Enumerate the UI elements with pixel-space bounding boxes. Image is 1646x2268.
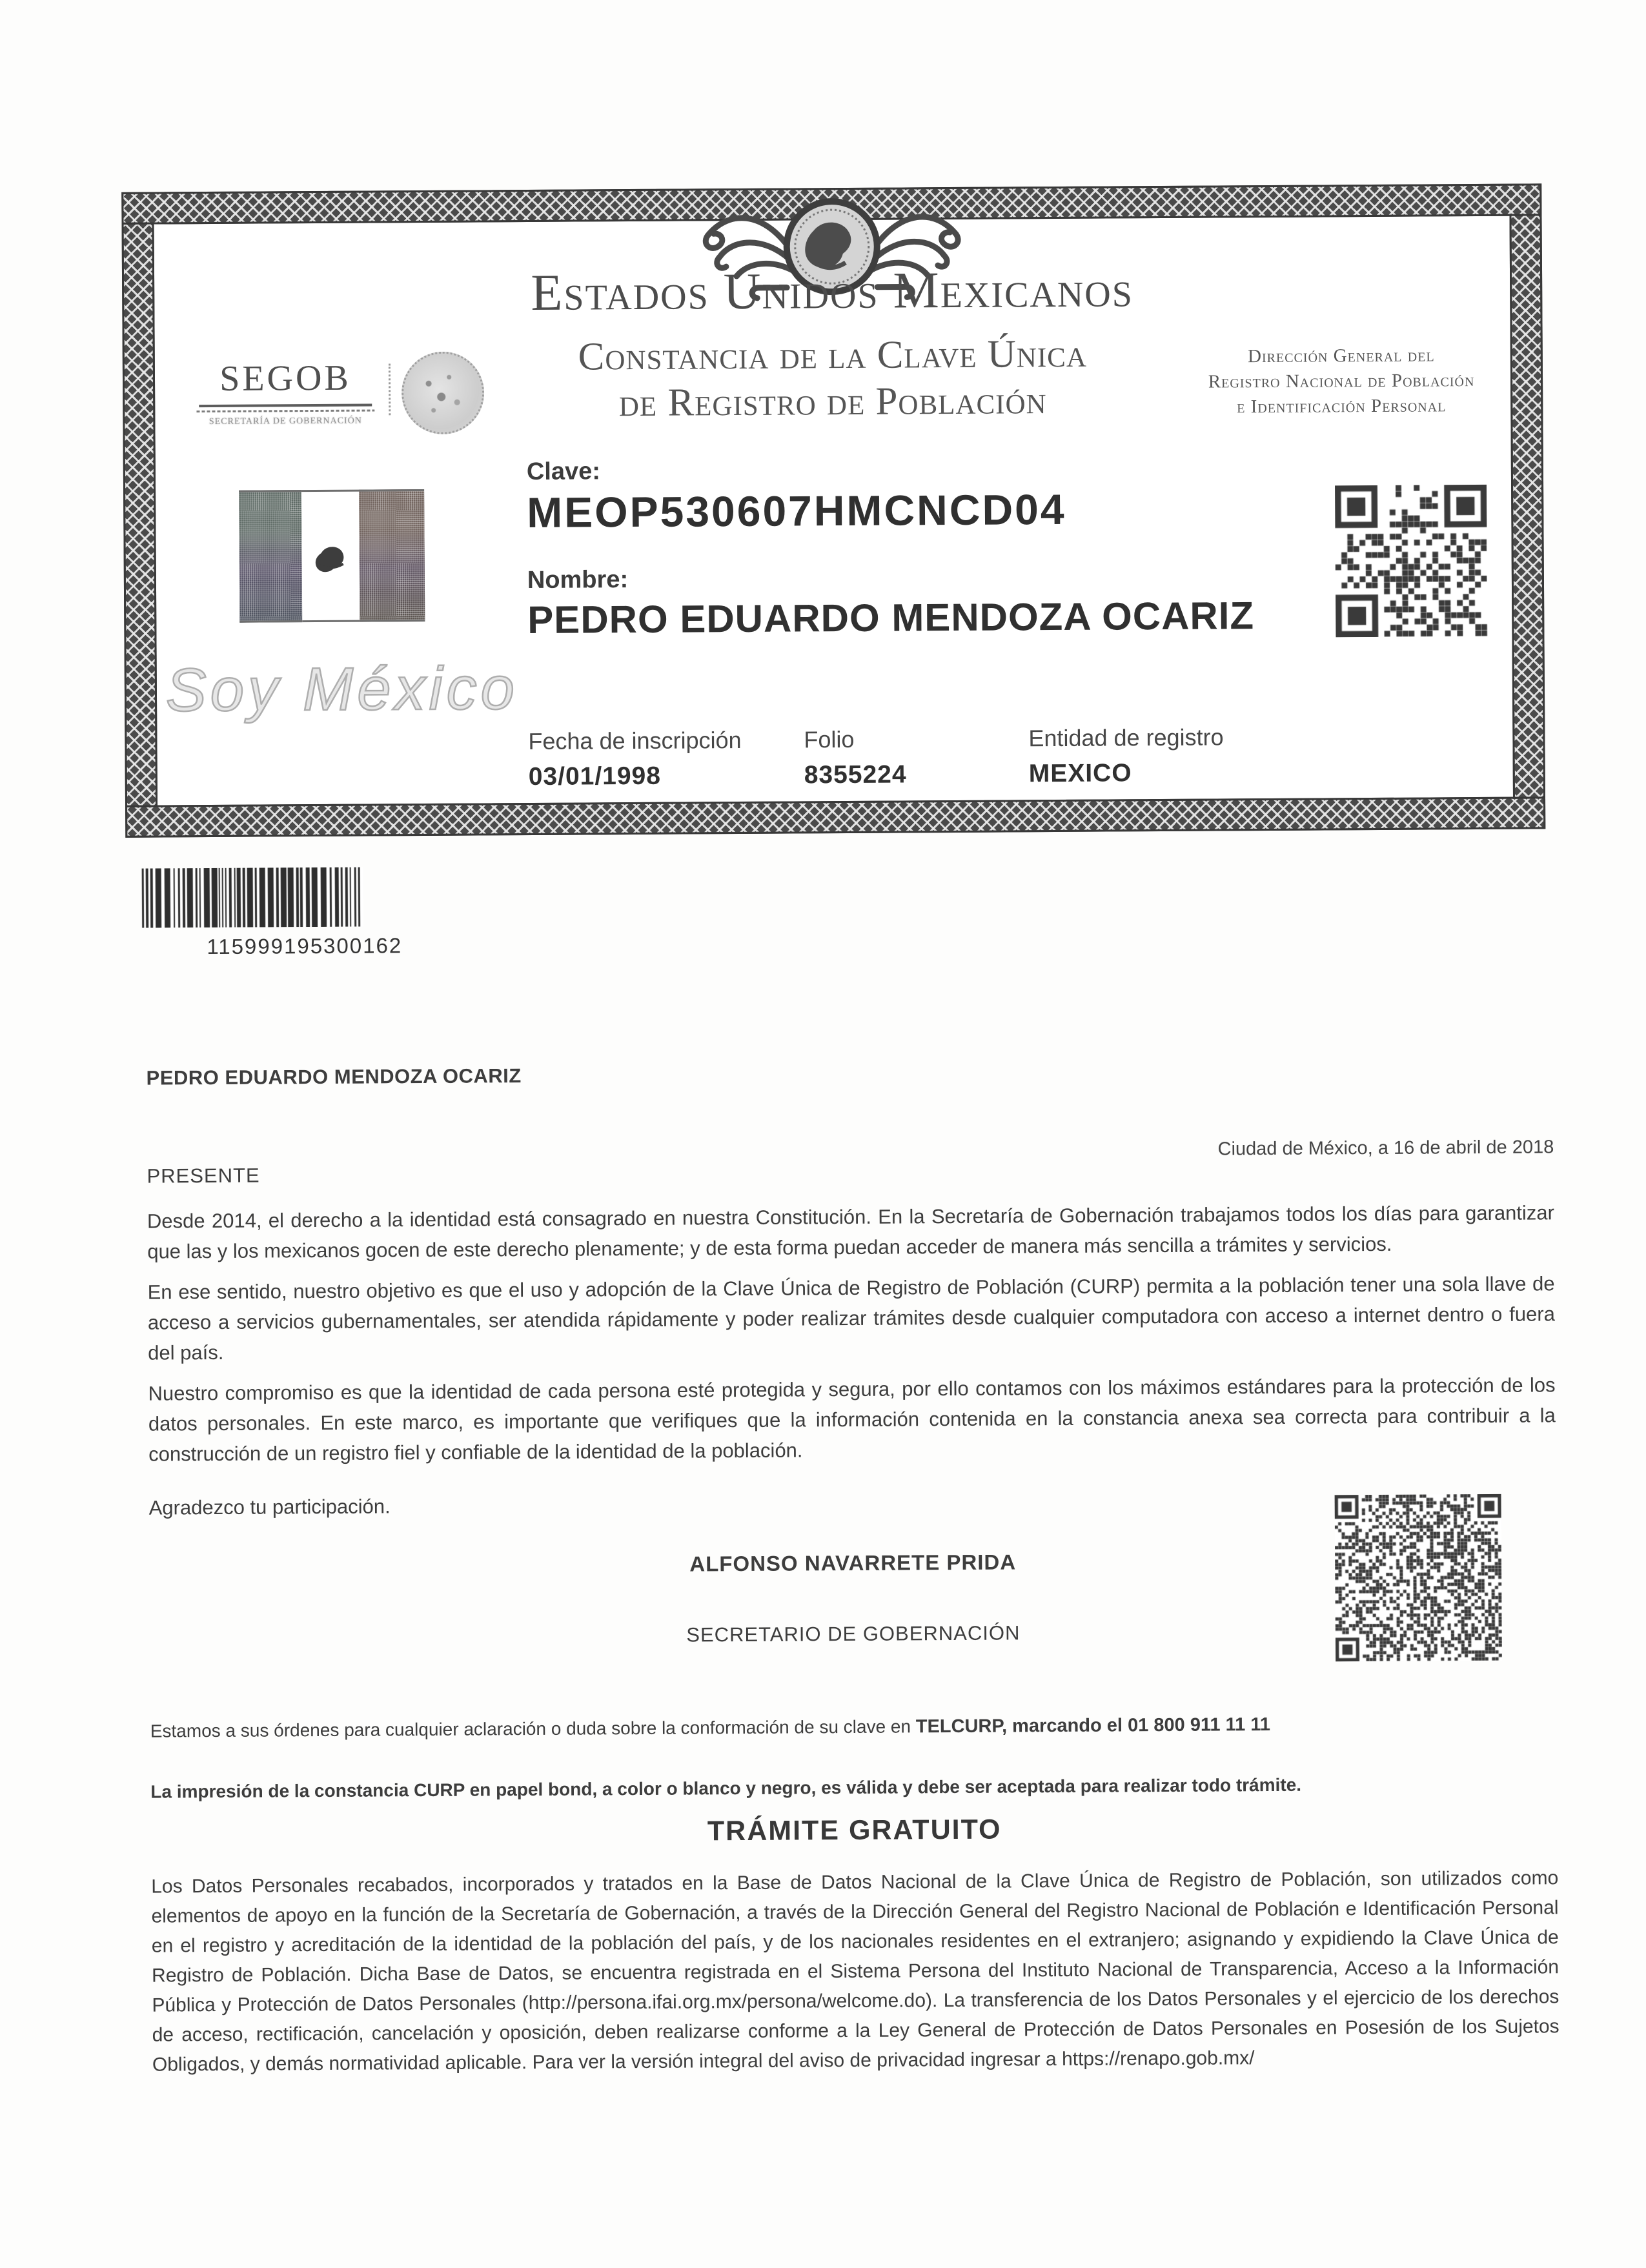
contact-text: Estamos a sus órdenes para cualquier aclaración o duda sobre la conformación de su clave en [150, 1716, 916, 1741]
entidad-value: MEXICO [1028, 759, 1132, 788]
contact-phone: TELCURP, marcando el 01 800 911 11 11 [915, 1714, 1271, 1737]
print-validity-note: La impresión de la constancia CURP en papel bond, a color o blanco y negro, es válida y debe ser aceptada para realizar todo trámite. [150, 1774, 1302, 1802]
flag-green-stripe [239, 490, 302, 623]
letter-thanks: Agradezco tu participación. [148, 1495, 391, 1519]
curp-clave-value: MEOP530607HMCNCD04 [527, 485, 1066, 537]
clave-label: Clave: [526, 458, 601, 486]
soy-mexico-watermark: Soy México [165, 654, 519, 724]
woven-border-bottom [125, 796, 1545, 837]
nombre-value: PEDRO EDUARDO MENDOZA OCARIZ [527, 594, 1255, 642]
letter-date: Ciudad de México, a 16 de abril de 2018 [1217, 1137, 1554, 1160]
segob-logo [195, 357, 376, 427]
official-seal [401, 351, 485, 434]
office-line3: e Identificación Personal [1237, 395, 1447, 418]
country-title: Estados Unidos Mexicanos [531, 261, 1134, 321]
folio-value: 8355224 [804, 760, 907, 789]
mexican-flag-icon [239, 489, 425, 623]
tramite-gratuito-label: TRÁMITE GRATUITO [707, 1814, 1002, 1847]
flag-red-stripe [359, 489, 425, 622]
fecha-value: 03/01/1998 [528, 762, 662, 791]
nombre-label: Nombre: [527, 566, 629, 594]
flag-white-stripe [301, 490, 360, 623]
segob-subtitle: SECRETARÍA DE GOBERNACIÓN [208, 416, 362, 427]
barcode-number: 115999195300162 [207, 933, 403, 959]
letter-paragraph-1: Desde 2014, el derecho a la identidad está consagrado en nuestra Constitución. En la Secretaría de Gobernación trabajamos todos los días para garantizar que las y los mexicanos gocen de este derecho plenamente; y de esta forma puedan acceder de manera más sencilla a trámites y servicios. [147, 1201, 1555, 1263]
letter-paragraph-2: En ese sentido, nuestro objetivo es que el uso y adopción de la Clave Única de Registro de Población (CURP) permita a la población tener una sola llave de acceso a servicios gubernamentales, ser atendida rápidamente y poder realizar trámites desde cualquier computadora con acceso a internet dentro o fuera del país. [147, 1272, 1555, 1364]
document-title-line2: de Registro de Población [618, 379, 1047, 425]
qr-code-certificate [1335, 485, 1487, 637]
segob-underline [199, 403, 372, 407]
entidad-label: Entidad de registro [1028, 724, 1224, 752]
logo-divider [389, 363, 391, 415]
issuing-office-block [1180, 343, 1503, 420]
folio-label: Folio [804, 725, 855, 753]
privacy-notice: Los Datos Personales recabados, incorporados y tratados en la Base de Datos Nacional de la Clave Única de Registro de Población, son utilizados como elementos de apoyo en la función de la Secretaría de Gobernación, a través de la Dirección General del Registro Nacional de Población e Identificación Personal en el registro y acreditación de la identidad de la población del país, y de los nacionales residentes en el extranjero; asignando y expidiendo la Clave Única de Registro de Población. Dicha Base de Datos, se encuentra registrada en el Sistema Persona del Instituto Nacional de Transparencia, Acceso a la Información Pública y Protección de Datos Personales (http://persona.ifai.org.mx/persona/welcome.do). La transferencia de los Datos Personales y el ejercicio de los derechos de acceso, rectificación, cancelación y oposición, deben realizarse conforme a la Ley General de Protección de Datos Personales en Posesión de los Sujetos Obligados, y demás normatividad aplicable. Para ver la versión integral del aviso de privacidad ingresar a https://renapo.gob.mx/ [151, 1867, 1560, 2076]
qr-code-signature [1335, 1494, 1503, 1662]
fecha-label: Fecha de inscripción [528, 726, 742, 755]
flag-eagle-icon [309, 534, 352, 577]
segob-dotted-underline [196, 409, 374, 412]
contact-line [150, 1710, 1558, 1744]
segob-wordmark: SEGOB [219, 358, 351, 399]
curp-certificate [121, 183, 1545, 837]
signer-name: ALFONSO NAVARRETE PRIDA [689, 1550, 1017, 1576]
letter-paragraph-3: Nuestro compromiso es que la identidad de cada persona esté protegida y segura, por ello contamos con los máximos estándares para la protección de los datos personales. En este marco, es importante que verifiques que la información contenida en la constancia anexa sea correcta para contribuir a la construcción de un registro fiel y confiable de la identidad de la población. [148, 1373, 1556, 1466]
signer-title: SECRETARIO DE GOBERNACIÓN [686, 1621, 1021, 1646]
office-line1: Dirección General del [1247, 345, 1435, 367]
letter-recipient: PEDRO EDUARDO MENDOZA OCARIZ [146, 1064, 522, 1089]
document-title-line1: Constancia de la Clave Única [578, 332, 1088, 379]
office-line2: Registro Nacional de Población [1208, 370, 1475, 392]
barcode [141, 867, 364, 931]
letter-salutation: PRESENTE [147, 1164, 260, 1188]
